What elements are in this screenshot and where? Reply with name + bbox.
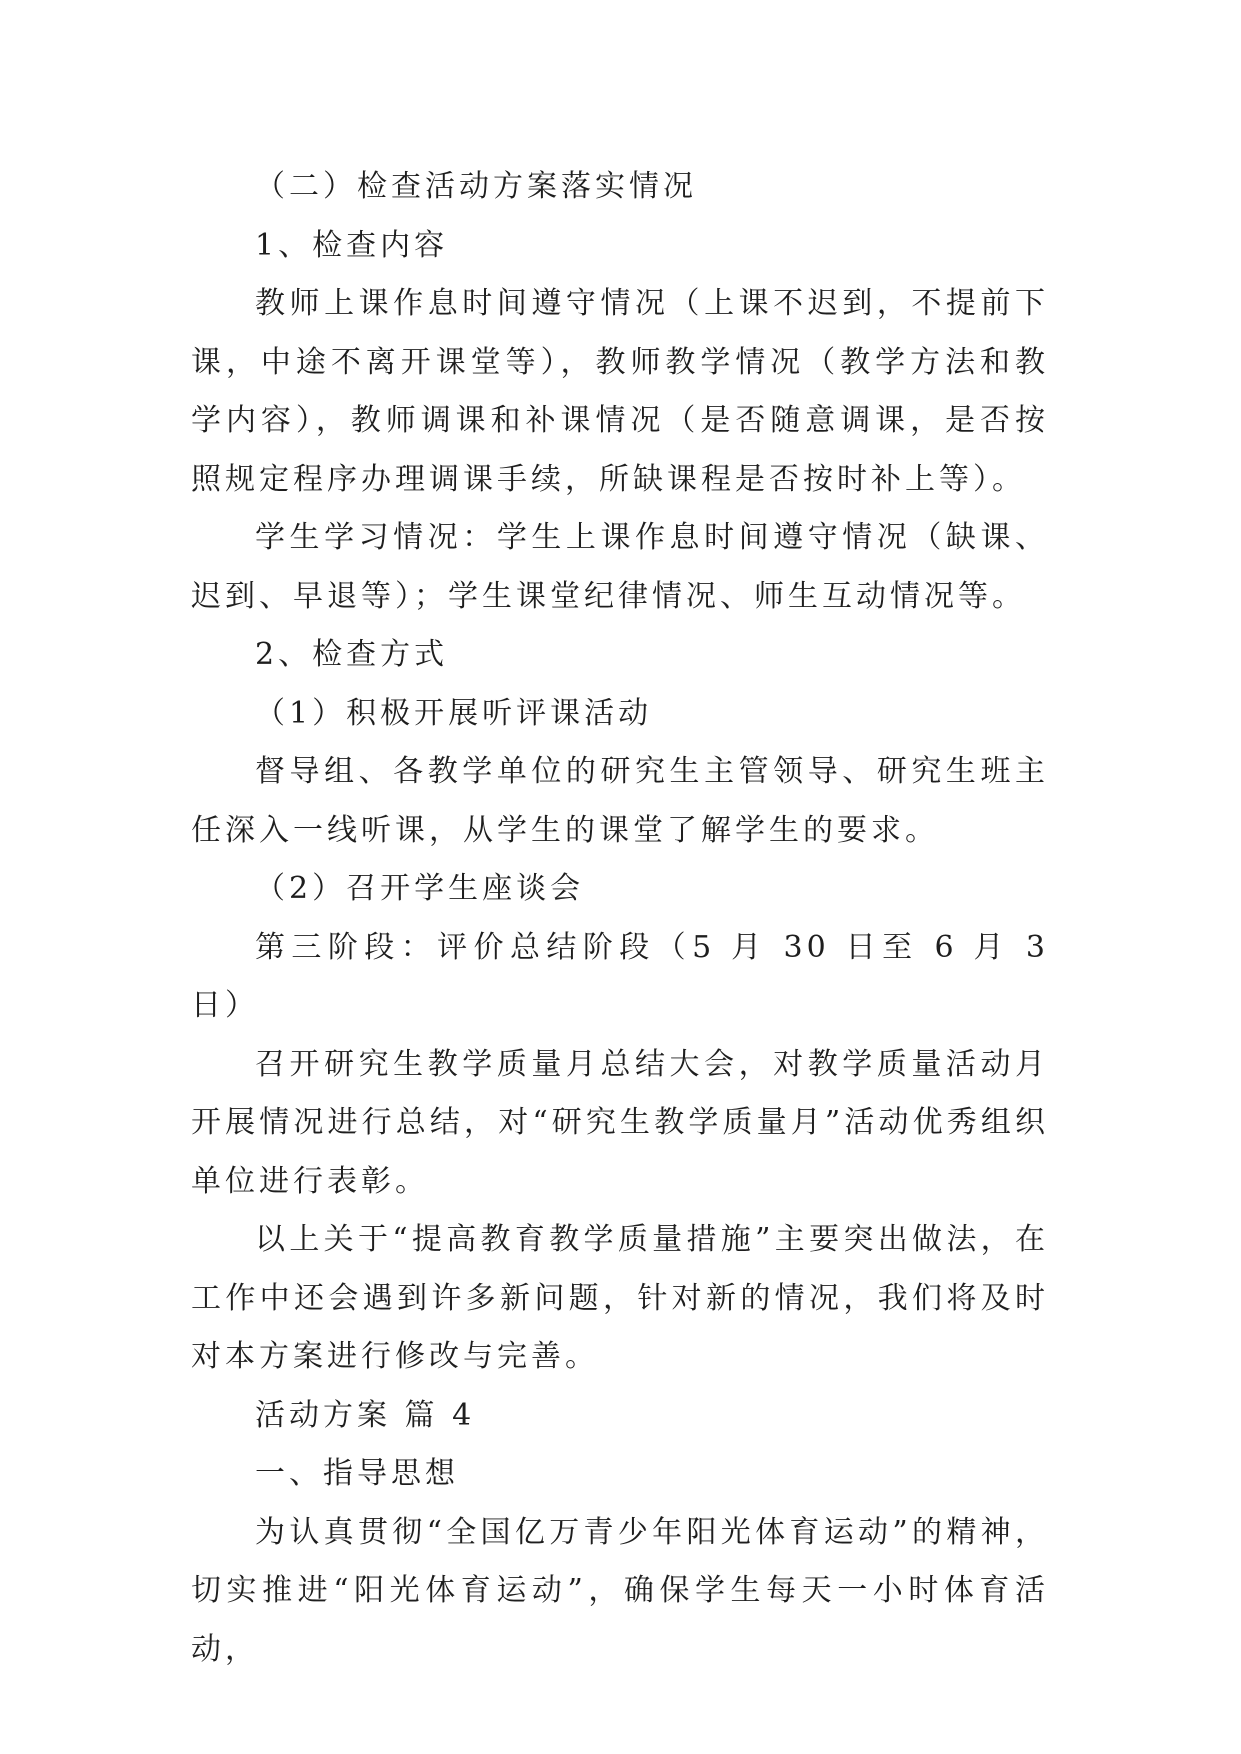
paragraph-summary-meeting: 召开研究生教学质量月总结大会，对教学质量活动月开展情况进行总结，对“研究生教学质量月”活动优秀组织单位进行表彰。 xyxy=(191,1046,1049,1199)
document-body xyxy=(191,158,1049,1679)
item-lesson-evaluation: （1）积极开展听评课活动 xyxy=(255,695,653,731)
paragraph-conclusion: 以上关于“提高教育教学质量措施”主要突出做法，在工作中还会遇到许多新问题，针对新的情况，我们将及时对本方案进行修改与完善。 xyxy=(191,1222,1049,1374)
paragraph-supervision: 督导组、各教学单位的研究生主管领导、研究生班主任深入一线听课，从学生的课堂了解学生的要求。 xyxy=(191,754,1049,848)
paragraph-sunshine-sports: 为认真贯彻“全国亿万青少年阳光体育运动”的精神，切实推进“阳光体育运动”，确保学生每天一小时体育活动， xyxy=(191,1514,1049,1667)
paragraph-student-learning: 学生学习情况：学生上课作息时间遵守情况（缺课、迟到、早退等）；学生课堂纪律情况、师生互动情况等。 xyxy=(191,520,1049,614)
paragraph-teacher-conduct: 教师上课作息时间遵守情况（上课不迟到，不提前下课，中途不离开课堂等），教师教学情况（教学方法和教学内容），教师调课和补课情况（是否随意调课，是否按照规定程序办理调课手续，所缺课程是否按时补上等）。 xyxy=(191,286,1049,497)
heading-guiding-ideology: 一、指导思想 xyxy=(255,1456,459,1491)
subheading-check-content: 1、检查内容 xyxy=(255,227,449,263)
heading-third-stage: 第三阶段：评价总结阶段（5 月 30 日至 6 月 3 日） xyxy=(191,929,1049,1023)
heading-activity-plan-4: 活动方案 篇 4 xyxy=(255,1397,476,1433)
item-student-forum: （2）召开学生座谈会 xyxy=(255,871,585,906)
subheading-check-method: 2、检查方式 xyxy=(255,637,449,672)
section-heading-check-implementation: （二）检查活动方案落实情况 xyxy=(255,169,697,204)
